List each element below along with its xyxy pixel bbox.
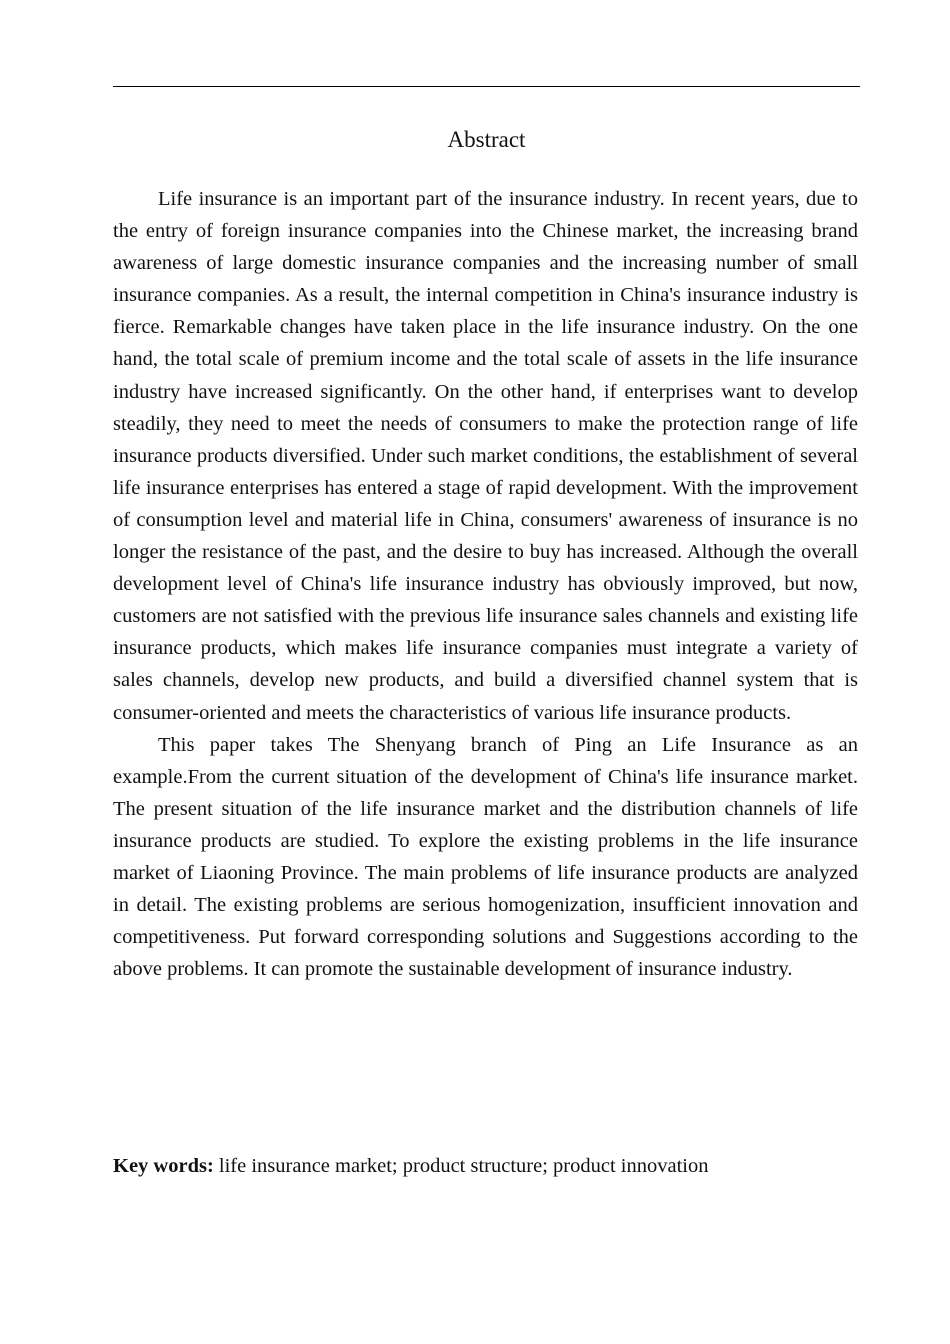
abstract-paragraph: This paper takes The Shenyang branch of Ping an Life Insurance as an example.From the current situation of the development of China's life insurance market. The present situation of the life insurance market and the distribution channels of life insurance products are studied. To explore the existing problems in the life insurance market of Liaoning Province. The main problems of life insurance products are analyzed in detail. The existing problems are serious homogenization, insufficient innovation and competitiveness. Put forward corresponding solutions and Suggestions according to the above problems. It can promote the sustainable development of insurance industry.	[113, 733, 858, 981]
abstract-title: Abstract	[447, 127, 526, 152]
abstract-paragraph: Life insurance is an important part of the insurance industry. In recent years, due to the entry of foreign insurance companies into the Chinese market, the increasing brand awareness of large domestic insurance companies and the increasing number of small insurance companies. As a result, the internal competition in China's insurance industry is fierce. Remarkable changes have taken place in the life insurance industry. On the one hand, the total scale of premium income and the total scale of assets in the life insurance industry have increased significantly. On the other hand, if enterprises want to develop steadily, they need to meet the needs of consumers to make the protection range of life insurance products diversified. Under such market conditions, the establishment of several life insurance enterprises has entered a stage of rapid development. With the improvement of consumption level and material life in China, consumers' awareness of insurance is no longer the resistance of the past, and the desire to buy has increased. Although the overall development level of China's life insurance industry has obviously improved, but now, customers are not satisfied with the previous life insurance sales channels and existing life insurance products, which makes life insurance companies must integrate a variety of sales channels, develop new products, and build a diversified channel system that is consumer-oriented and meets the characteristics of various life insurance products.	[113, 188, 858, 724]
abstract-body	[113, 183, 858, 985]
keywords-text: life insurance market; product structure; product innovation	[213, 1155, 709, 1177]
keywords-label: Key words:	[113, 1155, 214, 1177]
header-rule	[113, 86, 860, 87]
keywords-line	[113, 1150, 860, 1182]
